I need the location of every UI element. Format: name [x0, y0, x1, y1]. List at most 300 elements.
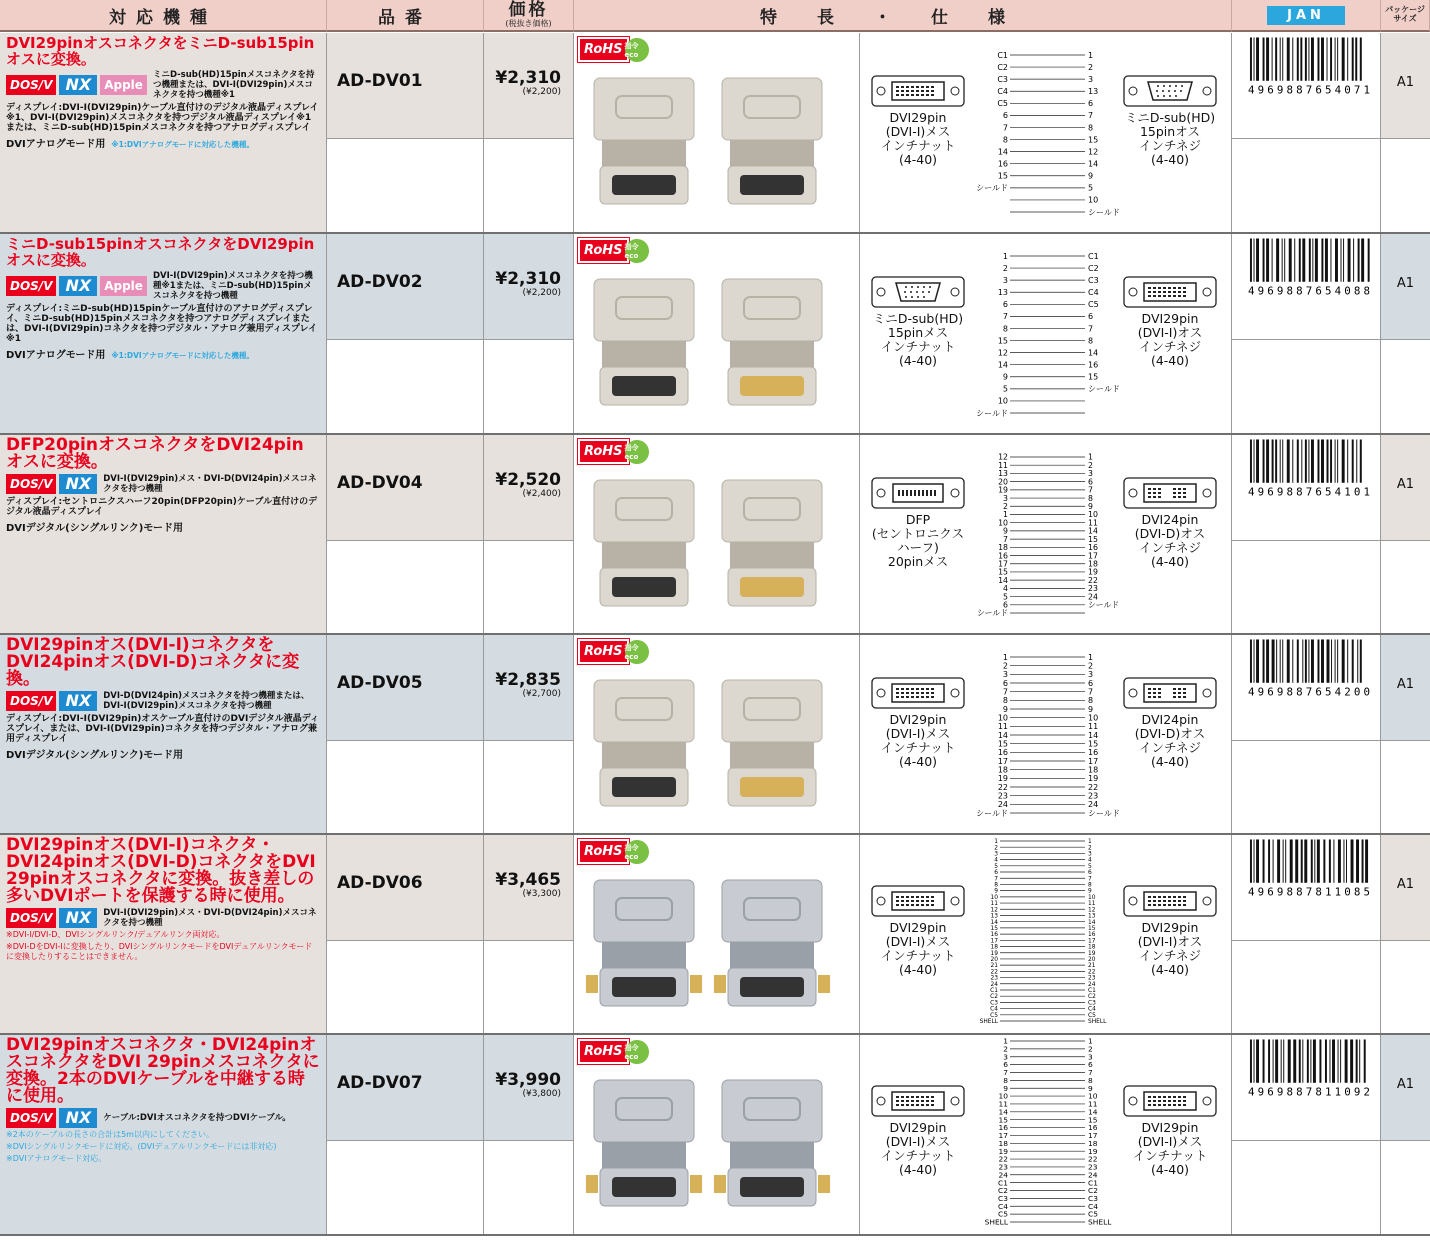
photo-cell — [574, 835, 860, 1033]
pin-label-right: 19 — [1088, 1146, 1098, 1156]
pin-label-right: 3 — [1088, 670, 1094, 680]
pin-label-right: 11 — [1088, 722, 1099, 732]
part-number: AD-DV06 — [337, 873, 423, 893]
connector-icon — [872, 277, 964, 307]
note-text: ※DVI-DをDVI-Iに変換したり、DVIシングルリンクモードをDVIデュアルリンクモードに変換したりすることはできません。 — [6, 942, 313, 961]
pin-label-left: C2 — [998, 1186, 1008, 1196]
barcode-bar — [1345, 1039, 1348, 1082]
pin-label-right: 10 — [1088, 510, 1098, 520]
product-title: DVI29pinオスコネクタをミニD-sub15pinオスに変換。 — [6, 34, 315, 68]
pin-label-left: SHELL — [984, 1217, 1008, 1227]
barcode-bar — [1343, 839, 1344, 882]
dosv-badge: DOS/V — [6, 908, 56, 928]
pin-label-left: 12 — [997, 348, 1008, 358]
pin-label-left: 15 — [990, 925, 998, 932]
barcode-bar — [1272, 439, 1274, 482]
pin-label-left: 7 — [1003, 534, 1008, 544]
compat-text: ミニD-sub(HD)15pinメスコネクタを持つ機種または、DVI-I(DVI29pin)メスコネクタを持つ機種※1 — [152, 70, 315, 100]
dosv-badge: DOS/V — [6, 474, 56, 494]
pin-label-left: 21 — [990, 963, 998, 970]
rohs-label: RoHS — [578, 439, 629, 464]
barcode-bar — [1250, 839, 1252, 882]
blank-area — [484, 741, 573, 833]
barcode-bar — [1337, 37, 1338, 80]
pin-label-left: 15 — [997, 739, 1008, 749]
barcode-bar — [1330, 238, 1331, 281]
note-text: ※DVI-I/DVI-D、DVIシングルリンク/デュアルリンク両対応。 — [6, 930, 225, 939]
barcode-bar — [1352, 639, 1354, 682]
adapter-illustration — [594, 78, 694, 204]
barcode-bar — [1263, 639, 1265, 682]
pin-label-left: 1 — [994, 839, 998, 846]
barcode-bar — [1282, 37, 1283, 80]
pin-label-left: シールド — [976, 808, 1008, 818]
barcode-bar — [1282, 238, 1283, 281]
barcode-bar — [1356, 839, 1359, 882]
right-connector-label: DVI29pin (DVI-I)オス インチネジ (4-40) — [1137, 920, 1203, 977]
barcode-bar — [1289, 238, 1292, 281]
barcode-bar — [1362, 839, 1364, 882]
barcode — [1248, 439, 1372, 499]
package-cell — [1381, 835, 1430, 1033]
pin-label-left: 17 — [997, 756, 1008, 766]
pin-label-right: 17 — [1088, 1131, 1098, 1141]
mode-label: DVIデジタル(シングルリンク)モード用 — [6, 750, 183, 761]
barcode-bar — [1284, 238, 1285, 281]
display-text: ディスプレイ:DVI-I(DVI29pin)オスケーブル直付けのDVIデジタル液晶ディスプレイ、または、DVI-I(DVI29pin)コネクタを持つデジタル・アナログ兼用ディスプレイ — [6, 714, 320, 744]
compat-text: DVI-I(DVI29pin)メス・DVI-D(DVI24pin)メスコネクタを持つ機種 — [103, 908, 317, 928]
pin-label-right: 15 — [1088, 135, 1099, 145]
product-row — [0, 1035, 1430, 1236]
pin-label-left: 18 — [997, 765, 1008, 775]
pin-label-right: 22 — [1088, 1154, 1098, 1164]
pin-label-right: 17 — [1088, 938, 1096, 945]
pin-label-right: 8 — [1088, 493, 1093, 503]
barcode-bar — [1317, 839, 1320, 882]
pin-label-right: SHELL — [1088, 1217, 1112, 1227]
divider — [1232, 540, 1380, 541]
barcode-bar — [1341, 238, 1342, 281]
pin-label-right: 7 — [1088, 687, 1094, 697]
connector-icon — [872, 886, 964, 916]
pin-label-left: 15 — [998, 567, 1008, 577]
barcode-bar — [1302, 1039, 1303, 1082]
pin-label-right: 8 — [1088, 336, 1094, 346]
barcode-bar — [1352, 439, 1354, 482]
pin-label-left: 5 — [1003, 592, 1008, 602]
note-text: ※DVIアナログモード対応。 — [6, 1154, 107, 1163]
mode-label: DVIアナログモード用 — [6, 139, 106, 150]
barcode-bar — [1297, 639, 1299, 682]
pin-label-left: 9 — [1003, 526, 1008, 536]
pin-label-right: 18 — [1088, 559, 1098, 569]
price-cell — [484, 835, 574, 1033]
pin-label-left: 7 — [1003, 1068, 1008, 1078]
os-badges — [6, 271, 320, 301]
package-size: A1 — [1396, 877, 1415, 892]
photo-cell — [574, 635, 860, 833]
pin-label-right: 15 — [1088, 1115, 1098, 1125]
barcode-bar — [1256, 1039, 1259, 1082]
pin-label-right: 15 — [1088, 372, 1099, 382]
pin-label-left: C4 — [997, 87, 1008, 97]
eco-icon: 指令eco — [625, 840, 649, 864]
product-title: DVI29pinオスコネクタ・DVI24pinオスコネクタをDVI 29pinメスコネクタに変換。2本のDVIケーブルを中継する時に使用。 — [6, 1035, 320, 1106]
pin-label-right: 10 — [1088, 195, 1099, 205]
barcode-bar — [1256, 238, 1259, 281]
pin-label-right: 14 — [1088, 348, 1099, 358]
apple-badge: Apple — [100, 276, 147, 296]
barcode-bar — [1254, 238, 1255, 281]
part-number: AD-DV02 — [337, 272, 423, 292]
blank-area — [1381, 139, 1430, 232]
blank-area — [327, 541, 483, 633]
nx-badge: NX — [59, 691, 97, 711]
pin-label-left: 17 — [990, 938, 998, 945]
dosv-badge: DOS/V — [6, 276, 56, 296]
right-connector-label: DVI29pin (DVI-I)オス インチネジ (4-40) — [1137, 311, 1203, 368]
nx-badge: NX — [59, 1108, 97, 1128]
pin-label-left: 24 — [998, 1170, 1008, 1180]
pin-label-right: C5 — [1088, 300, 1099, 310]
barcode-bar — [1347, 37, 1348, 80]
barcode-bar — [1283, 839, 1284, 882]
product-row — [0, 234, 1430, 435]
pin-label-left: C3 — [998, 1194, 1008, 1204]
pin-label-left: 5 — [1002, 384, 1008, 394]
blank-area — [484, 941, 573, 1033]
adapter-illustration — [594, 480, 694, 606]
pin-label-right: 2 — [1088, 1044, 1093, 1054]
pin-label-left: 18 — [998, 1138, 1008, 1148]
barcode-bar — [1312, 238, 1313, 281]
photo-cell — [574, 33, 860, 232]
pin-label-right: 18 — [1088, 1138, 1098, 1148]
pin-label-left: シールド — [976, 608, 1008, 618]
pin-label-left: 14 — [998, 1107, 1008, 1117]
barcode-bar — [1311, 439, 1314, 482]
blank-area — [484, 340, 573, 433]
mode-label: DVIデジタル(シングルリンク)モード用 — [6, 523, 183, 534]
jan-cell — [1232, 33, 1381, 232]
pin-label-left: 18 — [990, 944, 998, 951]
part-number: AD-DV01 — [337, 71, 423, 91]
os-badges — [6, 70, 320, 100]
nx-badge: NX — [59, 474, 97, 494]
part-no-cell — [327, 33, 484, 232]
barcode-bar — [1317, 37, 1319, 80]
pin-label-left: 11 — [997, 722, 1008, 732]
pin-label-left: C1 — [997, 50, 1008, 60]
pin-label-right: 2 — [1088, 661, 1094, 671]
os-badges — [6, 1108, 320, 1128]
pin-label-left: C1 — [990, 988, 998, 995]
blank-area — [484, 1141, 573, 1234]
pin-label-right: 8 — [1088, 696, 1094, 706]
pin-label-left: 9 — [1002, 704, 1008, 714]
barcode-bar — [1325, 1039, 1327, 1082]
right-connector-label: ミニD-sub(HD) 15pinオス インチネジ (4-40) — [1124, 110, 1216, 167]
pin-label-right: 24 — [1088, 1170, 1098, 1180]
pin-label-right: 16 — [1088, 932, 1096, 939]
pin-label-left: シールド — [976, 183, 1008, 193]
barcode-bar — [1293, 1039, 1296, 1082]
pin-label-right: 14 — [1088, 526, 1098, 536]
part-no-cell — [327, 435, 484, 633]
blank-area — [1381, 1141, 1430, 1234]
pin-label-left: 19 — [998, 1146, 1008, 1156]
part-no-cell — [327, 835, 484, 1033]
blank-area — [327, 1141, 483, 1234]
eco-icon: 指令eco — [625, 1040, 649, 1064]
adapter-illustration — [714, 1080, 830, 1206]
divider — [1232, 138, 1380, 139]
pin-label-right: 22 — [1088, 782, 1099, 792]
barcode-bar — [1280, 439, 1281, 482]
barcode-bar — [1315, 238, 1318, 281]
photo-cell — [574, 435, 860, 633]
product-title: DFP20pinオスコネクタをDVI24pinオスに変換。 — [6, 435, 304, 472]
barcode-bar — [1263, 439, 1265, 482]
eco-icon: 指令eco — [625, 239, 649, 263]
spec-cell — [860, 435, 1232, 633]
connector-icon — [1124, 277, 1216, 307]
pin-label-left: 9 — [1002, 372, 1008, 382]
jan-cell — [1232, 435, 1381, 633]
pin-label-right: 3 — [1088, 469, 1093, 479]
os-badges — [6, 691, 320, 711]
pin-label-right: 15 — [1088, 925, 1096, 932]
barcode-bar — [1330, 37, 1332, 80]
barcode-bar — [1359, 1039, 1360, 1082]
barcode — [1248, 37, 1372, 97]
pin-label-left: C5 — [997, 99, 1008, 109]
blank-area — [327, 741, 483, 833]
connector-icon — [1124, 478, 1216, 508]
barcode-bar — [1281, 1039, 1282, 1082]
pin-label-left: C4 — [998, 1201, 1008, 1211]
dosv-badge: DOS/V — [6, 75, 56, 95]
pin-label-right: 2 — [1088, 845, 1092, 852]
compat-cell — [0, 835, 327, 1033]
barcode-bar — [1309, 238, 1311, 281]
pin-label-right: 4 — [1088, 857, 1092, 864]
compat-cell — [0, 435, 327, 633]
barcode-bar — [1337, 439, 1338, 482]
product-photo — [574, 1035, 860, 1234]
package-size: A1 — [1396, 477, 1415, 492]
pin-label-right: 15 — [1088, 534, 1098, 544]
header-price: 価格 (税抜き価格) — [484, 0, 574, 32]
barcode-bar — [1321, 439, 1324, 482]
barcode-bar — [1304, 839, 1307, 882]
pin-label-right: 16 — [1088, 360, 1099, 370]
pin-label-right: 3 — [1088, 851, 1092, 858]
barcode-bar — [1282, 439, 1283, 482]
right-connector-label: DVI29pin (DVI-I)メス インチナット (4-40) — [1132, 1120, 1208, 1177]
barcode-bar — [1351, 839, 1354, 882]
pin-label-left: 10 — [997, 396, 1008, 406]
barcode-bar — [1360, 439, 1362, 482]
pin-label-left: 12 — [998, 452, 1008, 462]
blank-area — [327, 941, 483, 1033]
part-number: AD-DV07 — [337, 1073, 423, 1093]
pin-label-left: 10 — [998, 1091, 1008, 1101]
nx-badge: NX — [59, 276, 97, 296]
barcode-bar — [1342, 639, 1345, 682]
barcode-bar — [1301, 439, 1302, 482]
pin-label-right: 7 — [1088, 324, 1094, 334]
pin-label-left: 14 — [997, 360, 1008, 370]
pin-label-right: 6 — [1088, 99, 1094, 109]
left-connector-label: DVI29pin (DVI-I)メス インチナット (4-40) — [880, 1120, 956, 1177]
left-connector-label: DVI29pin (DVI-I)メス インチナット (4-40) — [880, 110, 956, 167]
blank-area — [1381, 741, 1430, 833]
pin-label-right: C1 — [1088, 988, 1096, 995]
barcode-bar — [1335, 238, 1338, 281]
package-size: A1 — [1396, 75, 1415, 90]
divider — [1232, 1140, 1380, 1141]
pin-label-left: 11 — [998, 460, 1008, 470]
barcode — [1248, 839, 1372, 899]
barcode-bar — [1268, 1039, 1270, 1082]
barcode-bar — [1272, 639, 1275, 682]
barcode — [1248, 1039, 1372, 1099]
pin-label-right: シールド — [1088, 384, 1120, 394]
connector-icon — [872, 76, 964, 106]
pin-label-left: 17 — [998, 1131, 1008, 1141]
compat-cell — [0, 234, 327, 433]
barcode-bar — [1254, 639, 1255, 682]
barcode-bar — [1305, 439, 1307, 482]
barcode-bar — [1340, 1039, 1341, 1082]
pin-label-left: C5 — [998, 1209, 1008, 1219]
barcode-bar — [1308, 37, 1309, 80]
dosv-badge: DOS/V — [6, 691, 56, 711]
product-row — [0, 635, 1430, 835]
barcode-bar — [1335, 439, 1336, 482]
pin-label-left: C3 — [997, 74, 1008, 84]
pin-label-left: 23 — [998, 1162, 1008, 1172]
spec-cell — [860, 1035, 1232, 1234]
pin-label-left: 8 — [994, 882, 998, 889]
barcode-bar — [1283, 1039, 1284, 1082]
jan-cell — [1232, 835, 1381, 1033]
barcode-bar — [1353, 238, 1354, 281]
barcode-bar — [1272, 37, 1273, 80]
price: ¥2,310 — [495, 269, 561, 289]
barcode-bar — [1317, 439, 1319, 482]
os-badges — [6, 474, 320, 494]
barcode-bar — [1297, 439, 1299, 482]
barcode-bar — [1276, 238, 1279, 281]
pin-label-right: SHELL — [1088, 1019, 1107, 1026]
pin-label-left: 24 — [990, 981, 998, 988]
pin-label-left: 14 — [997, 147, 1008, 157]
product-row — [0, 33, 1430, 234]
pin-label-left: 1 — [1002, 652, 1008, 662]
pin-label-left: シールド — [976, 408, 1008, 418]
pin-label-right: 13 — [1088, 913, 1096, 920]
jan-number: 4969887654200 — [1248, 685, 1371, 699]
price-block — [495, 270, 561, 298]
pin-label-left: 10 — [990, 894, 998, 901]
price-block — [495, 1071, 561, 1099]
barcode-bar — [1266, 639, 1269, 682]
header-package-size: パッケージ サイズ — [1381, 0, 1430, 32]
barcode-bar — [1342, 439, 1345, 482]
left-connector-label: ミニD-sub(HD) 15pinメス インチナット (4-40) — [872, 311, 964, 368]
barcode-bar — [1290, 839, 1293, 882]
spec-cell — [860, 835, 1232, 1033]
spec-cell — [860, 33, 1232, 232]
pin-label-left: 20 — [990, 956, 998, 963]
pin-label-right: 22 — [1088, 969, 1096, 976]
barcode-bar — [1323, 839, 1325, 882]
barcode-bar — [1317, 639, 1319, 682]
connector-icon — [1124, 886, 1216, 916]
package-cell — [1381, 1035, 1430, 1234]
pin-label-right: 16 — [1088, 543, 1098, 553]
pin-label-left: 12 — [990, 907, 998, 914]
connector-icon — [1124, 76, 1216, 106]
barcode-bar — [1356, 439, 1357, 482]
barcode-bar — [1263, 839, 1265, 882]
right-connector-label: DVI24pin (DVI-D)オス インチネジ (4-40) — [1134, 712, 1206, 769]
product-title: DVI29pinオス(DVI-I)コネクタをDVI24pinオス(DVI-D)コネクタに変換。 — [6, 635, 300, 689]
part-no-cell — [327, 635, 484, 833]
barcode-bar — [1280, 37, 1281, 80]
barcode-bar — [1321, 238, 1323, 281]
pin-label-right: C5 — [1088, 1012, 1096, 1019]
pin-label-right: 23 — [1088, 1162, 1098, 1172]
barcode-bar — [1272, 238, 1273, 281]
price-block — [495, 871, 561, 899]
pin-label-right: 14 — [1088, 730, 1099, 740]
price-ex-tax: (¥3,800) — [522, 1089, 561, 1099]
pin-label-right: シールド — [1088, 600, 1120, 610]
dosv-badge: DOS/V — [6, 1108, 56, 1128]
barcode-bar — [1361, 238, 1364, 281]
barcode-bar — [1342, 37, 1345, 80]
part-no-cell — [327, 1035, 484, 1234]
barcode-bar — [1307, 1039, 1309, 1082]
pin-label-left: 19 — [990, 950, 998, 957]
mode-label: DVIアナログモード用 — [6, 350, 106, 361]
barcode-bar — [1327, 639, 1330, 682]
pin-label-right: 10 — [1088, 894, 1096, 901]
pin-label-right: 10 — [1088, 713, 1099, 723]
pin-label-left: 13 — [997, 288, 1008, 298]
barcode-bar — [1250, 37, 1252, 80]
connector-icon — [872, 478, 964, 508]
package-cell — [1381, 635, 1430, 833]
package-cell — [1381, 234, 1430, 433]
pin-label-left: 16 — [997, 159, 1008, 169]
barcode-bar — [1321, 37, 1324, 80]
pin-label-right: シールド — [1088, 808, 1120, 818]
pin-label-left: 6 — [994, 870, 998, 877]
pin-label-right: 13 — [1088, 87, 1099, 97]
pin-label-left: 3 — [1003, 1052, 1008, 1062]
pin-label-left: 15 — [997, 171, 1008, 181]
pin-label-right: 2 — [1088, 460, 1093, 470]
adapter-illustration — [714, 880, 830, 1006]
barcode-bar — [1350, 1039, 1353, 1082]
barcode-bar — [1327, 37, 1328, 80]
price-cell — [484, 1035, 574, 1234]
barcode-bar — [1268, 839, 1270, 882]
